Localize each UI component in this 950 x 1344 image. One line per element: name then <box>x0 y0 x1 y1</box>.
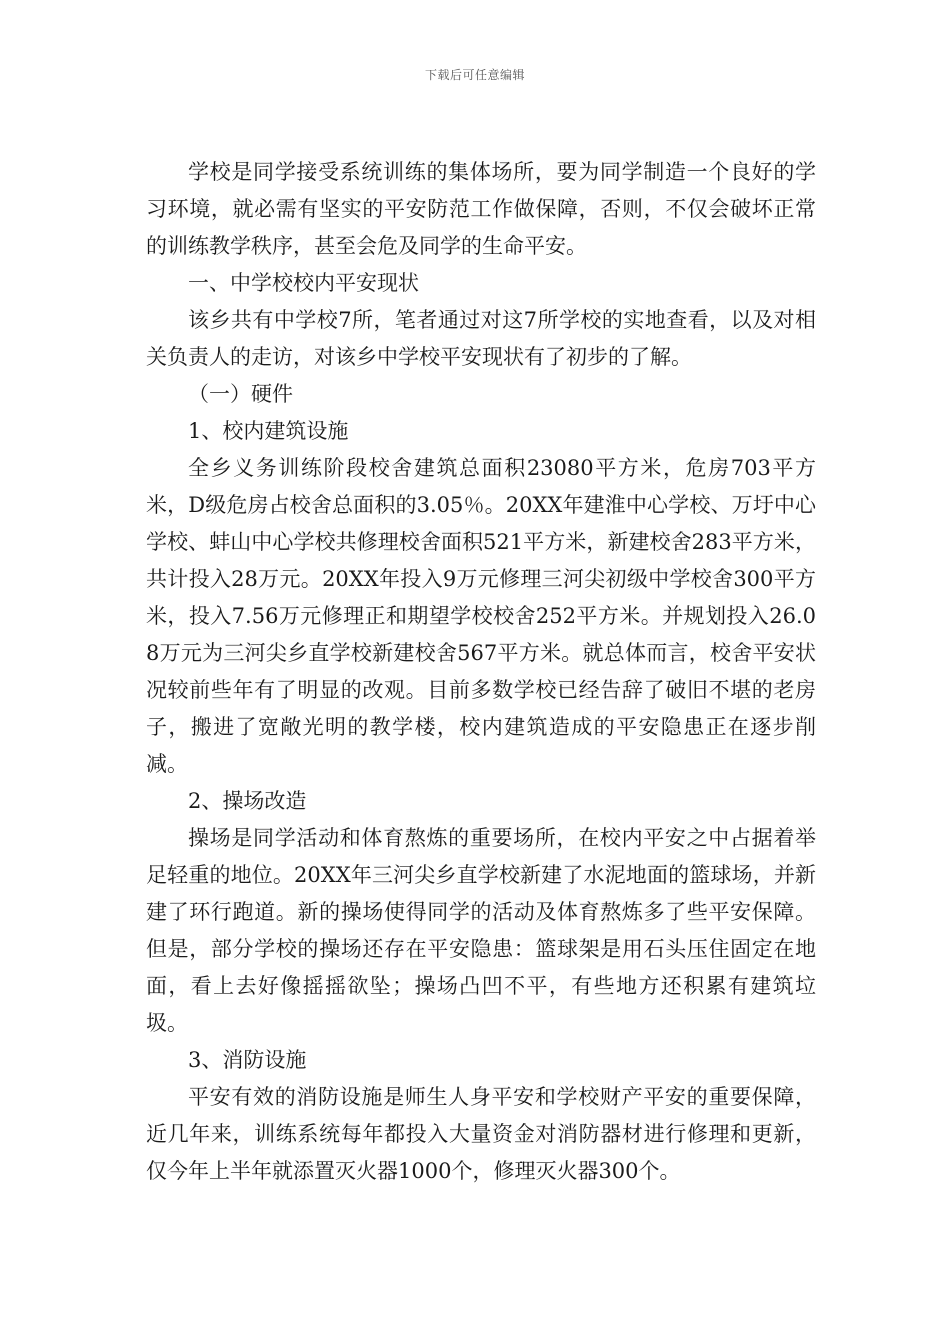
section-heading-status: 一、中学校校内平安现状 <box>188 271 419 295</box>
item-heading-fire-safety: 3、消防设施 <box>188 1048 307 1072</box>
subsection-heading-hardware: （一）硬件 <box>188 382 293 406</box>
item-heading-buildings: 1、校内建筑设施 <box>188 419 349 443</box>
paragraph-fire-safety: 平安有效的消防设施是师生人身平安和学校财产平安的重要保障，近几年来，训练系统每年都投入大量资金对消防器材进行修理和更新，仅今年上半年就添置灭火器1000个，修理灭火器300个。 <box>146 1085 816 1183</box>
paragraph-buildings: 全乡义务训练阶段校舍建筑总面积23080平方米，危房703平方米，D级危房占校舍总面积的3.05％。20XX年建淮中心学校、万圩中心学校、蚌山中心学校共修理校舍面积521平方米，新建校舍283平方米，共计投入28万元。20XX年投入9万元修理三河尖初级中学校舍300平方米，投入7.56万元修理正和期望学校校舍252平方米。并规划投入26.08万元为三河尖乡直学校新建校舍567平方米。就总体而言，校舍平安状况较前些年有了明显的改观。目前多数学校已经告辞了破旧不堪的老房子，搬进了宽敞光明的教学楼，校内建筑造成的平安隐患正在逐步削减。 <box>146 456 816 776</box>
paragraph-playground: 操场是同学活动和体育熬炼的重要场所，在校内平安之中占据着举足轻重的地位。20XX年三河尖乡直学校新建了水泥地面的篮球场，并新建了环行跑道。新的操场使得同学的活动及体育熬炼多了些平安保障。但是，部分学校的操场还存在平安隐患：篮球架是用石头压住固定在地面，看上去好像摇摇欲坠；操场凸凹不平，有些地方还积累有建筑垃圾。 <box>146 826 816 1035</box>
paragraph-overview: 该乡共有中学校7所，笔者通过对这7所学校的实地查看，以及对相关负责人的走访，对该乡中学校平安现状有了初步的了解。 <box>146 308 816 369</box>
item-heading-playground: 2、操场改造 <box>188 789 307 813</box>
paragraph-intro: 学校是同学接受系统训练的集体场所，要为同学制造一个良好的学习环境，就必需有坚实的平安防范工作做保障，否则，不仅会破坏正常的训练教学秩序，甚至会危及同学的生命平安。 <box>146 160 816 258</box>
document-body <box>146 154 816 1190</box>
page-header-note: 下载后可任意编辑 <box>424 68 525 82</box>
